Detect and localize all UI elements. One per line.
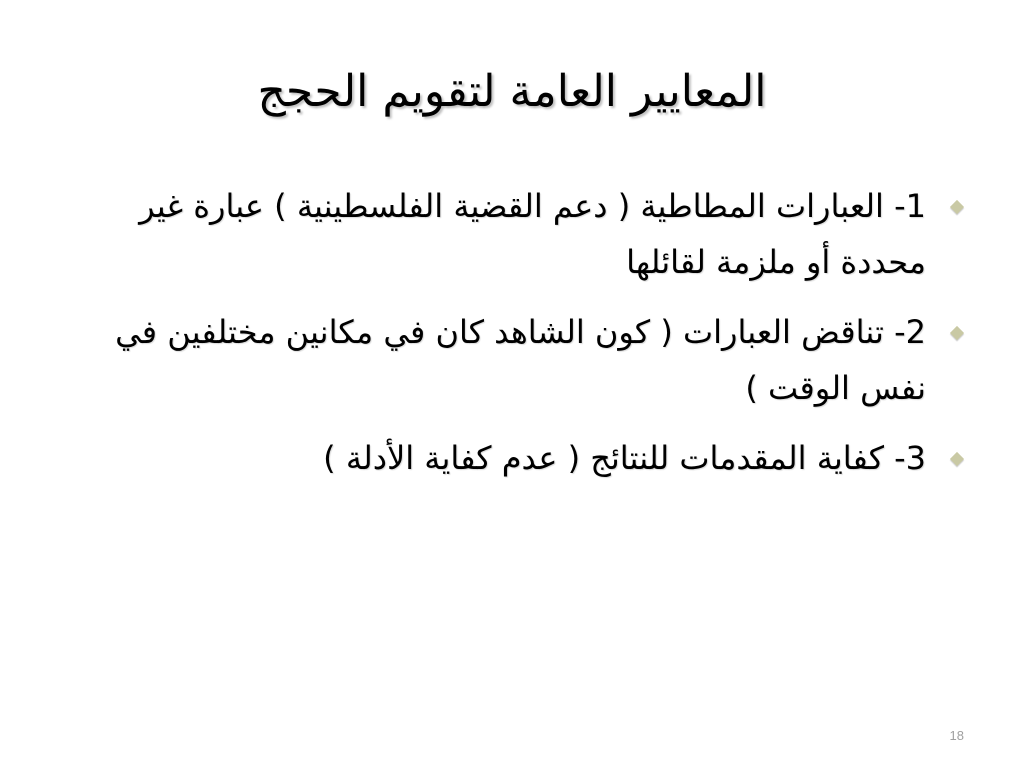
bullet-text: 1- العبارات المطاطية ( دعم القضية الفلسطينية ) عبارة غير محددة أو ملزمة لقائلها — [139, 187, 926, 281]
diamond-bullet-icon — [950, 452, 964, 466]
bullet-text: 2- تناقض العبارات ( كون الشاهد كان في مكانين مختلفين في نفس الوقت ) — [115, 313, 926, 407]
bullet-list — [84, 178, 964, 500]
bullet-text: 3- كفاية المقدمات للنتائج ( عدم كفاية الأدلة ) — [323, 439, 926, 477]
bullet-item — [84, 430, 964, 486]
bullet-item — [84, 304, 964, 416]
page-number: 18 — [949, 728, 964, 743]
diamond-bullet-icon — [950, 326, 964, 340]
diamond-bullet-icon — [950, 200, 964, 214]
slide-title: المعايير العامة لتقويم الحجج — [257, 66, 767, 117]
bullet-item — [84, 178, 964, 290]
